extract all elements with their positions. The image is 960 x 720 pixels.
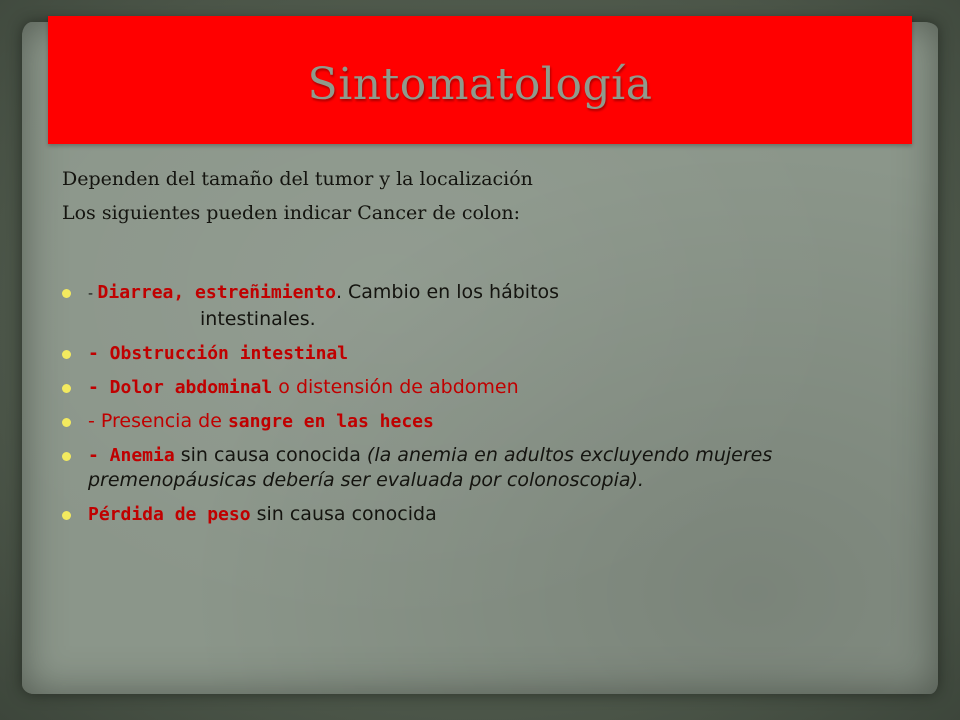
list-item xyxy=(62,409,912,434)
item-text: o distensión de abdomen xyxy=(272,376,519,398)
item-highlight: - Anemia xyxy=(88,445,175,466)
item-dash: - xyxy=(88,286,98,302)
item-highlight: Diarrea, estreñimiento xyxy=(97,282,336,303)
list-item xyxy=(62,375,912,400)
bullet-dot-icon xyxy=(62,418,71,427)
list-item xyxy=(62,502,912,527)
symptom-list xyxy=(62,280,912,536)
intro-text xyxy=(62,168,922,236)
item-text: sin causa conocida xyxy=(250,503,437,525)
item-text-continued: intestinales. xyxy=(200,308,316,330)
item-highlight: Pérdida de peso xyxy=(88,504,251,525)
item-highlight: sangre en las heces xyxy=(227,411,434,432)
bullet-dot-icon xyxy=(62,350,71,359)
bullet-dot-icon xyxy=(62,384,71,393)
item-text: - Presencia de xyxy=(88,410,228,432)
bullet-dot-icon xyxy=(62,289,71,298)
item-highlight: - Obstrucción intestinal xyxy=(88,343,349,364)
item-highlight: - Dolor abdominal xyxy=(88,377,273,398)
intro-line-1: Dependen del tamaño del tumor y la localización xyxy=(62,168,533,190)
list-item xyxy=(62,341,912,366)
item-italic-note: (la anemia en adultos excluyendo mujeres premenopáusicas debería ser evaluada por colonoscopia). xyxy=(88,444,773,491)
item-text: sin causa conocida xyxy=(174,444,367,466)
bullet-dot-icon xyxy=(62,511,71,520)
list-item xyxy=(62,280,912,332)
list-item xyxy=(62,443,912,493)
item-text: . Cambio en los hábitos xyxy=(335,281,560,303)
slide-title: Sintomatología xyxy=(307,58,653,110)
bullet-dot-icon xyxy=(62,452,71,461)
title-banner xyxy=(48,16,912,144)
intro-line-2: Los siguientes pueden indicar Cancer de colon: xyxy=(62,202,521,224)
